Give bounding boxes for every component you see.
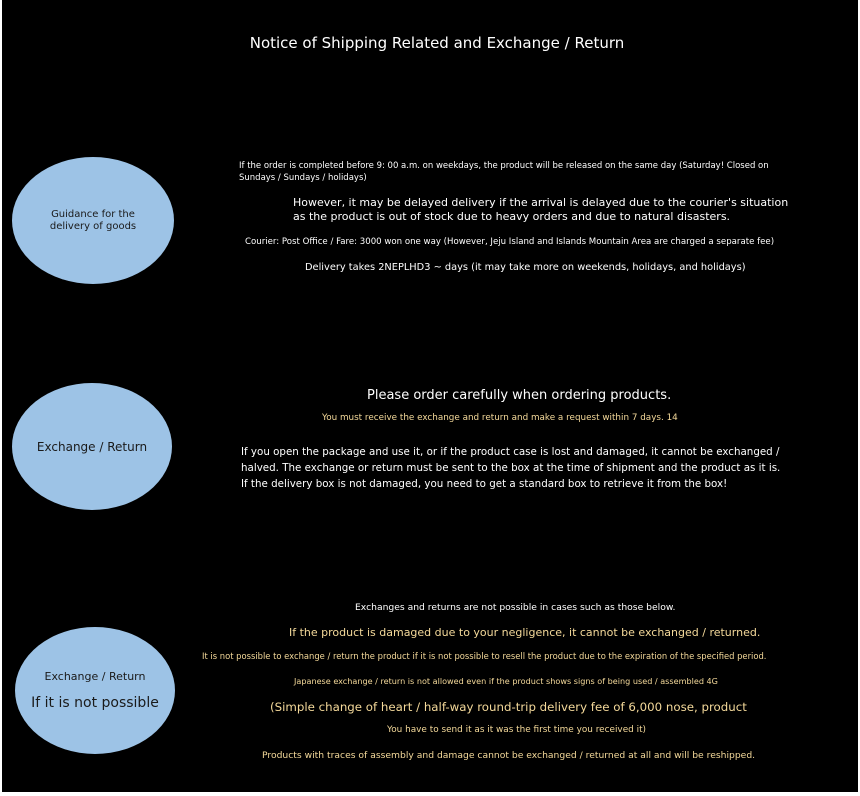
exchange-deadline-text: You must receive the exchange and return and make a request within 7 days. 14 (322, 413, 678, 423)
delivery-section-label: Guidance for the delivery of goods (49, 208, 137, 232)
delivery-fee-text: (Simple change of heart / half-way round-trip delivery fee of 6,000 nose, product (270, 700, 747, 714)
not-possible-intro-text: Exchanges and returns are not possible in cases such as those below. (355, 602, 676, 613)
order-carefully-heading: Please order carefully when ordering products. (367, 388, 672, 403)
resell-expiration-text: It is not possible to exchange / return the product if it is not possible to resell the product due to the expiration of the specified period. (202, 651, 767, 661)
negligence-damage-text: If the product is damaged due to your negligence, it cannot be exchanged / returned. (289, 626, 761, 639)
not-possible-section-sublabel: If it is not possible (31, 695, 159, 711)
not-possible-section-label: Exchange / Return (44, 670, 146, 683)
send-as-received-text: You have to send it as it was the first time you received it) (387, 725, 647, 735)
delivery-delay-text: However, it may be delayed delivery if the arrival is delayed due to the courier's situation (293, 196, 789, 209)
courier-fare-text: Courier: Post Office / Fare: 3000 won one way (However, Jeju Island and Islands Mountain Area are charged a separate fee) (245, 237, 775, 247)
notice-panel (2, 0, 858, 792)
used-signs-text: Japanese exchange / return is not allowed even if the product shows signs of being used / assembled 4G (294, 676, 718, 686)
delivery-delay-text-2: as the product is out of stock due to heavy orders and due to natural disasters. (293, 210, 731, 223)
not-possible-section-badge (15, 627, 175, 754)
page-title: Notice of Shipping Related and Exchange / Return (249, 34, 625, 52)
delivery-section-badge (12, 157, 174, 284)
exchange-section-label: Exchange / Return (36, 439, 148, 454)
delivery-time-text: Delivery takes 2NEPLHD3 ~ days (it may take more on weekends, holidays, and holidays) (305, 262, 746, 273)
assembly-traces-text: Products with traces of assembly and damage cannot be exchanged / returned at all and will be reshipped. (262, 750, 756, 761)
exchange-conditions-text: If you open the package and use it, or if the product case is lost and damaged, it cannot be exchanged / halved. The exchange or return must be sent to the box at the time of shipment and the product as it is. If the delivery box is not damaged, you need to get a standard box to retrieve it from the box! (241, 446, 781, 490)
delivery-release-text: If the order is completed before 9: 00 a.m. on weekdays, the product will be released on the same day (Saturday! Closed on Sundays / Sundays / holidays) (239, 161, 769, 183)
exchange-section-badge (12, 383, 172, 510)
